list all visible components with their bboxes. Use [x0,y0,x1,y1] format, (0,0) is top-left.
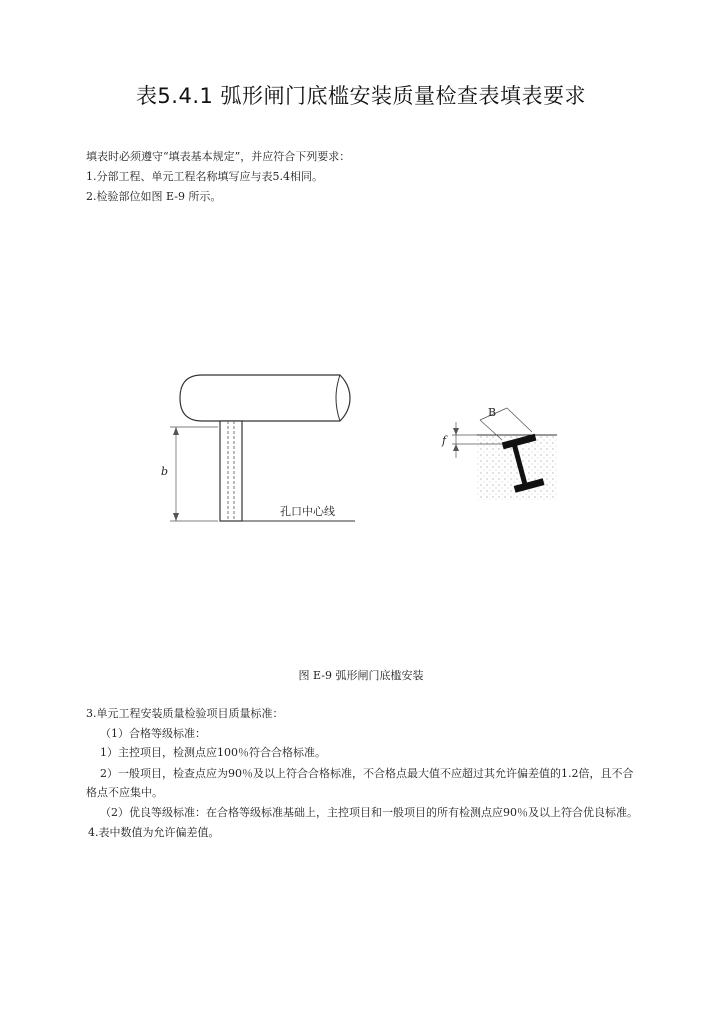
intro-requirement: 填表时必须遵守“填表基本规定”，并应符合下列要求： [86,150,351,163]
pass-grade-heading: （1）合格等级标准： [100,727,206,740]
general-items-rule-cont: 格点不应集中。 [86,786,163,799]
standards-heading: 3.单元工程安装质量检验项目质量标准： [86,707,284,720]
figure-caption: 图 E-9 弧形闸门底槛安装 [298,669,424,682]
tolerance-note: 4.表中数值为允许偏差值。 [88,826,220,839]
page-title: 表5.4.1 弧形闸门底槛安装质量检查表填表要求 [135,84,587,108]
general-items-rule: 2）一般项目，检查点应为90％及以上符合合格标准，不合格点最大值不应超过其允许偏差值的1.2倍，且不合 [100,767,634,780]
center-line-label: 孔口中心线 [280,505,335,518]
intro-item-1: 1.分部工程、单元工程名称填写应与表5.4相同。 [86,170,323,183]
figure-left-sill-side-view [150,365,370,535]
figure-right-sill-section [432,400,582,510]
intro-item-2: 2.检验部位如图 E-9 所示。 [86,190,222,203]
dim-B-label: B [488,406,497,419]
dim-b-label: b [161,465,169,478]
main-items-rule: 1）主控项目，检测点应100％符合合格标准。 [100,746,326,759]
dim-f-label: f [442,434,447,447]
excellent-grade-rule: （2）优良等级标准：在合格等级标准基础上，主控项目和一般项目的所有检测点应90％及以上符合优良标准。 [100,806,638,819]
